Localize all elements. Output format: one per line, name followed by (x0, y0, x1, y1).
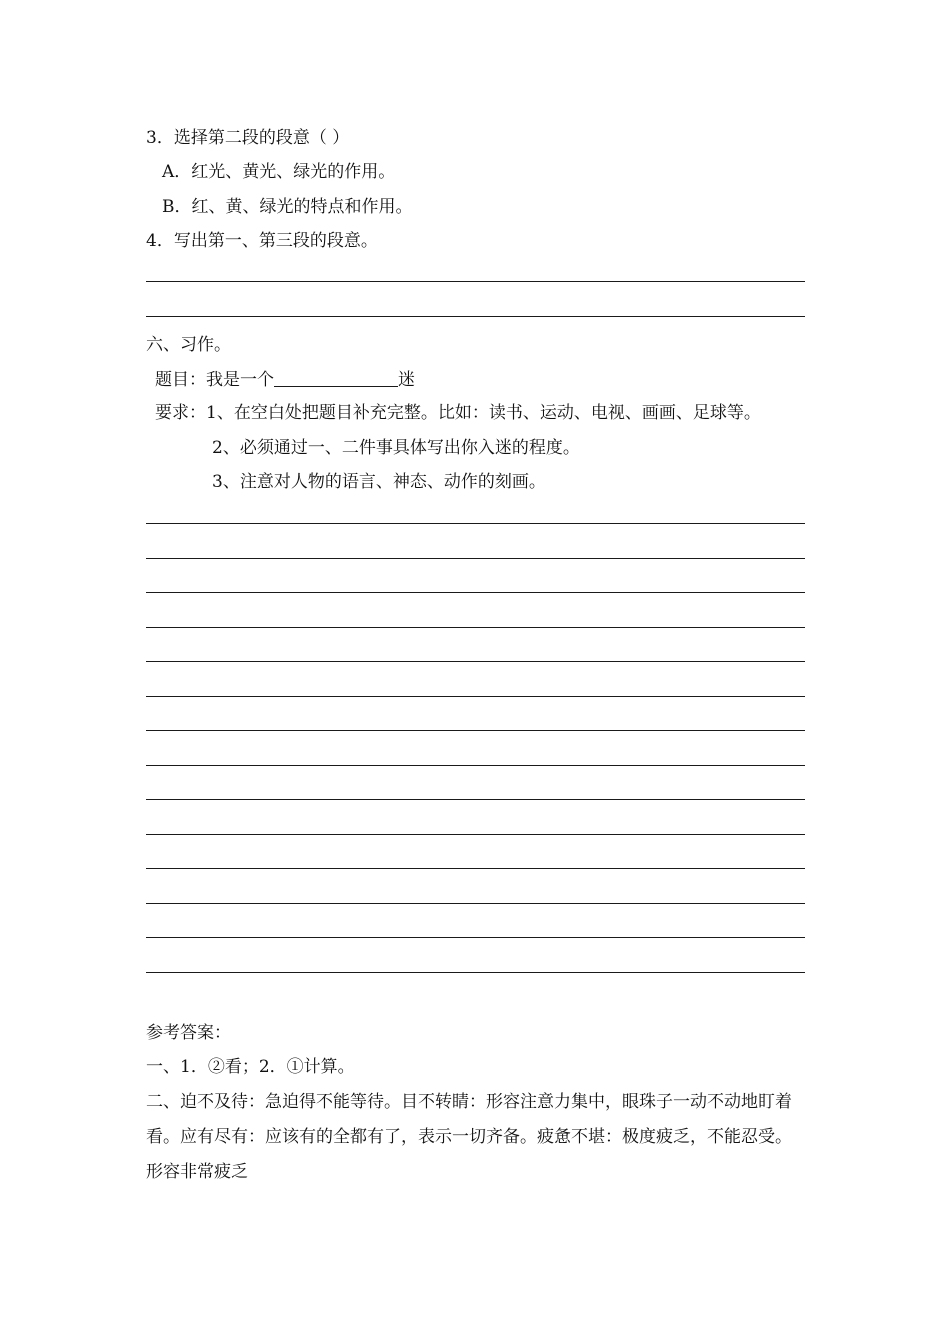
writing-line[interactable] (146, 627, 805, 628)
composition-title (155, 368, 415, 391)
composition-requirement-1: 要求：1、在空白处把题目补充完整。比如：读书、运动、电视、画画、足球等。 (155, 403, 761, 423)
writing-line[interactable] (146, 799, 805, 800)
answer-line-q4-1[interactable] (146, 281, 805, 282)
writing-line[interactable] (146, 661, 805, 662)
writing-line[interactable] (146, 937, 805, 938)
answers-heading: 参考答案： (146, 1023, 231, 1043)
writing-line[interactable] (146, 696, 805, 697)
answer-line-q4-2[interactable] (146, 316, 805, 317)
question-3-option-b: B．红、黄、绿光的特点和作用。 (162, 197, 413, 217)
writing-line[interactable] (146, 730, 805, 731)
writing-line[interactable] (146, 765, 805, 766)
composition-requirement-2: 2、必须通过一、二件事具体写出你入迷的程度。 (212, 438, 580, 458)
composition-title-suffix: 迷 (398, 370, 415, 390)
composition-requirement-3: 3、注意对人物的语言、神态、动作的刻画。 (212, 472, 546, 492)
composition-title-blank[interactable] (274, 368, 398, 387)
answers-paragraph-2: 二、迫不及待：急迫得不能等待。目不转睛：形容注意力集中，眼珠子一动不动地盯着看。应有尽有：应该有的全都有了，表示一切齐备。疲惫不堪：极度疲乏，不能忍受。形容非常疲乏 (146, 1092, 792, 1182)
writing-line[interactable] (146, 592, 805, 593)
writing-line[interactable] (146, 972, 805, 973)
writing-line[interactable] (146, 868, 805, 869)
question-4: 4．写出第一、第三段的段意。 (146, 231, 378, 251)
question-3-option-a: A．红光、黄光、绿光的作用。 (162, 162, 396, 182)
writing-line[interactable] (146, 834, 805, 835)
composition-heading: 六、习作。 (146, 335, 231, 355)
composition-title-prefix: 题目：我是一个 (155, 370, 274, 390)
writing-line[interactable] (146, 523, 805, 524)
writing-line[interactable] (146, 558, 805, 559)
question-3: 3．选择第二段的段意（ ） (146, 128, 350, 148)
writing-line[interactable] (146, 903, 805, 904)
answers-line-1: 一、1．②看；2．①计算。 (146, 1057, 355, 1077)
